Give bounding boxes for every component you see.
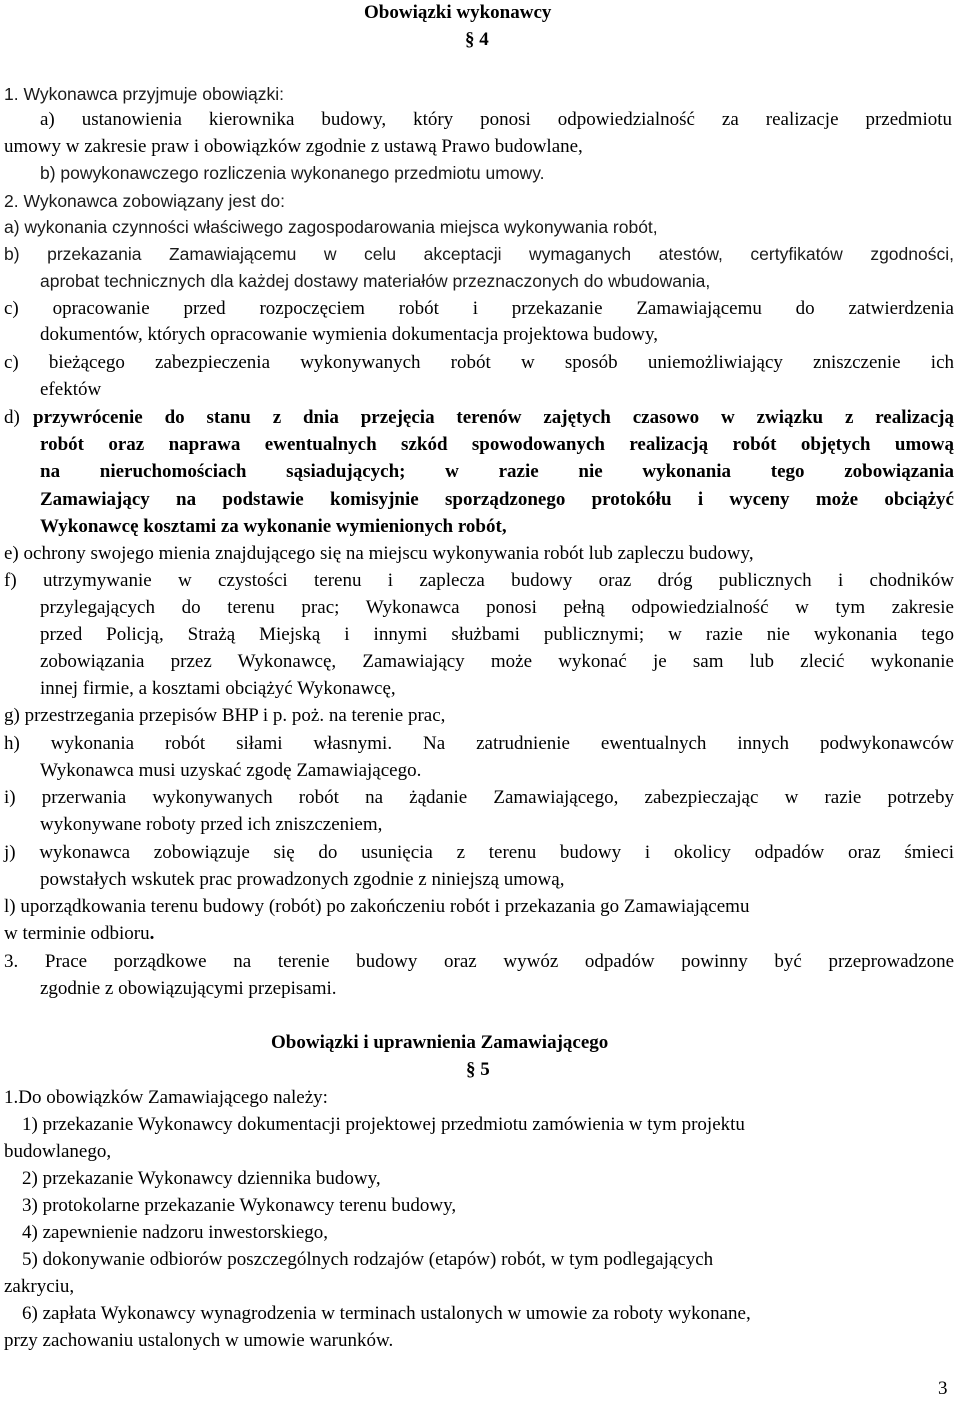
s4-p2b-line1: b) przekazania Zamawiającemu w celu akceptacji wymaganych atestów, certyfikatów zgodności, <box>4 244 954 264</box>
s4-p2l-line2 <box>4 921 154 948</box>
s4-p1-intro: 1. Wykonawca przyjmuje obowiązki: <box>4 84 284 104</box>
s4-p2c2-line2: efektów <box>40 379 102 400</box>
s4-p2i-line2: wykonywane roboty przed ich zniszczeniem, <box>40 814 383 835</box>
s5-item1-line1: 1) przekazanie Wykonawcy dokumentacji projektowej przedmiotu zamówienia w tym projektu <box>22 1114 745 1135</box>
s4-p1b: b) powykonawczego rozliczenia wykonanego przedmiotu umowy. <box>40 163 545 183</box>
s4-p2f-line5: innej firmie, a kosztami obciążyć Wykonawcę, <box>40 678 396 699</box>
s5-item4: 4) zapewnienie nadzoru inwestorskiego, <box>22 1222 329 1243</box>
s4-p2a: a) wykonania czynności właściwego zagospodarowania miejsca wykonywania robót, <box>4 217 658 237</box>
s4-p2d-line5: Wykonawcę kosztami za wykonanie wymienionych robót, <box>40 516 507 537</box>
s4-p2l-line2-text: w terminie odbioru <box>4 923 150 944</box>
s4-p2c1-line1: c) opracowanie przed rozpoczęciem robót i przekazanie Zamawiającemu do zatwierdzenia <box>4 298 954 319</box>
s4-p2f-line4: zobowiązania przez Wykonawcę, Zamawiający może wykonać je sam lub zlecić wykonanie <box>40 651 954 672</box>
s4-p2j-line1: j) wykonawca zobowiązuje się do usunięcia z terenu budowy i okolicy odpadów oraz śmieci <box>4 842 954 863</box>
s4-p3-line1: 3. Prace porządkowe na terenie budowy oraz wywóz odpadów powinny być przeprowadzone <box>4 951 954 972</box>
section4-paragraph-mark: § 4 <box>465 29 489 50</box>
s4-p2d-prefix: d) <box>4 407 20 428</box>
s4-p2h-line1: h) wykonania robót siłami własnymi. Na zatrudnienie ewentualnych innych podwykonawców <box>4 733 954 754</box>
s5-p1-intro: 1.Do obowiązków Zamawiającego należy: <box>4 1087 328 1108</box>
s4-p2d-line4: Zamawiający na podstawie komisyjnie sporządzonego protokółu i wyceny może obciążyć <box>40 489 954 510</box>
s4-p2f-line2: przylegających do terenu prac; Wykonawca ponosi pełną odpowiedzialność w tym zakresie <box>40 597 954 618</box>
s5-item1-line2: budowlanego, <box>4 1141 112 1162</box>
s4-p2b-line2: aprobat technicznych dla każdej dostawy materiałów przeznaczonych do wbudowania, <box>40 271 711 291</box>
s5-item2: 2) przekazanie Wykonawcy dziennika budowy, <box>22 1168 381 1189</box>
page-number: 3 <box>938 1378 948 1399</box>
s4-p2-intro: 2. Wykonawca zobowiązany jest do: <box>4 191 285 211</box>
s4-p2d-line3: na nieruchomościach sąsiadujących; w razie nie wykonania tego zobowiązania <box>40 461 954 482</box>
s4-p2j-line2: powstałych wskutek prac prowadzonych zgodnie z niniejszą umową, <box>40 869 565 890</box>
s5-item5-line1: 5) dokonywanie odbiorów poszczególnych rodzajów (etapów) robót, w tym podlegających <box>22 1249 714 1270</box>
s4-p2d-line1: przywrócenie do stanu z dnia przejęcia terenów zajętych czasowo w związku z realizacją <box>33 407 954 428</box>
s5-item6-line2: przy zachowaniu ustalonych w umowie warunków. <box>4 1330 394 1351</box>
section5-title: Obowiązki i uprawnienia Zamawiającego <box>271 1032 609 1053</box>
s4-p2g: g) przestrzegania przepisów BHP i p. poż. na terenie prac, <box>4 705 446 726</box>
s4-p2l-line1: l) uporządkowania terenu budowy (robót) po zakończeniu robót i przekazania go Zamawiającemu <box>4 896 750 917</box>
s4-p2c2-line1: c) bieżącego zabezpieczenia wykonywanych robót w sposób uniemożliwiający zniszczenie ich <box>4 352 954 373</box>
s5-item5-line2: zakryciu, <box>4 1276 75 1297</box>
s4-p2l-period: . <box>149 923 155 944</box>
section4-title: Obowiązki wykonawcy <box>364 2 552 23</box>
s4-p2d-line2: robót oraz naprawa ewentualnych szkód spowodowanych realizacją robót objętych umową <box>40 434 954 455</box>
s4-p1a-line1: a) ustanowienia kierownika budowy, który ponosi odpowiedzialność za realizacje przedmiotu <box>40 109 952 130</box>
s5-item3: 3) protokolarne przekazanie Wykonawcy terenu budowy, <box>22 1195 457 1216</box>
section5-paragraph-mark: § 5 <box>466 1059 490 1080</box>
s4-p3-line2: zgodnie z obowiązującymi przepisami. <box>40 978 337 999</box>
s4-p2i-line1: i) przerwania wykonywanych robót na żądanie Zamawiającego, zabezpieczając w razie potrzeby <box>4 787 954 808</box>
s4-p2f-line1: f) utrzymywanie w czystości terenu i zaplecza budowy oraz dróg publicznych i chodników <box>4 570 954 591</box>
s4-p2e: e) ochrony swojego mienia znajdującego się na miejscu wykonywania robót lub zapleczu budowy, <box>4 543 754 564</box>
s4-p2h-line2: Wykonawca musi uzyskać zgodę Zamawiającego. <box>40 760 422 781</box>
s4-p2f-line3: przed Policją, Strażą Miejską i innymi służbami publicznymi; w razie nie wykonania tego <box>40 624 954 645</box>
s4-p1a-line2: umowy w zakresie praw i obowiązków zgodnie z ustawą Prawo budowlane, <box>4 136 583 157</box>
s4-p2c1-line2: dokumentów, których opracowanie wymienia dokumentacja projektowa budowy, <box>40 324 659 345</box>
s5-item6-line1: 6) zapłata Wykonawcy wynagrodzenia w terminach ustalonych w umowie za roboty wykonane, <box>22 1303 751 1324</box>
